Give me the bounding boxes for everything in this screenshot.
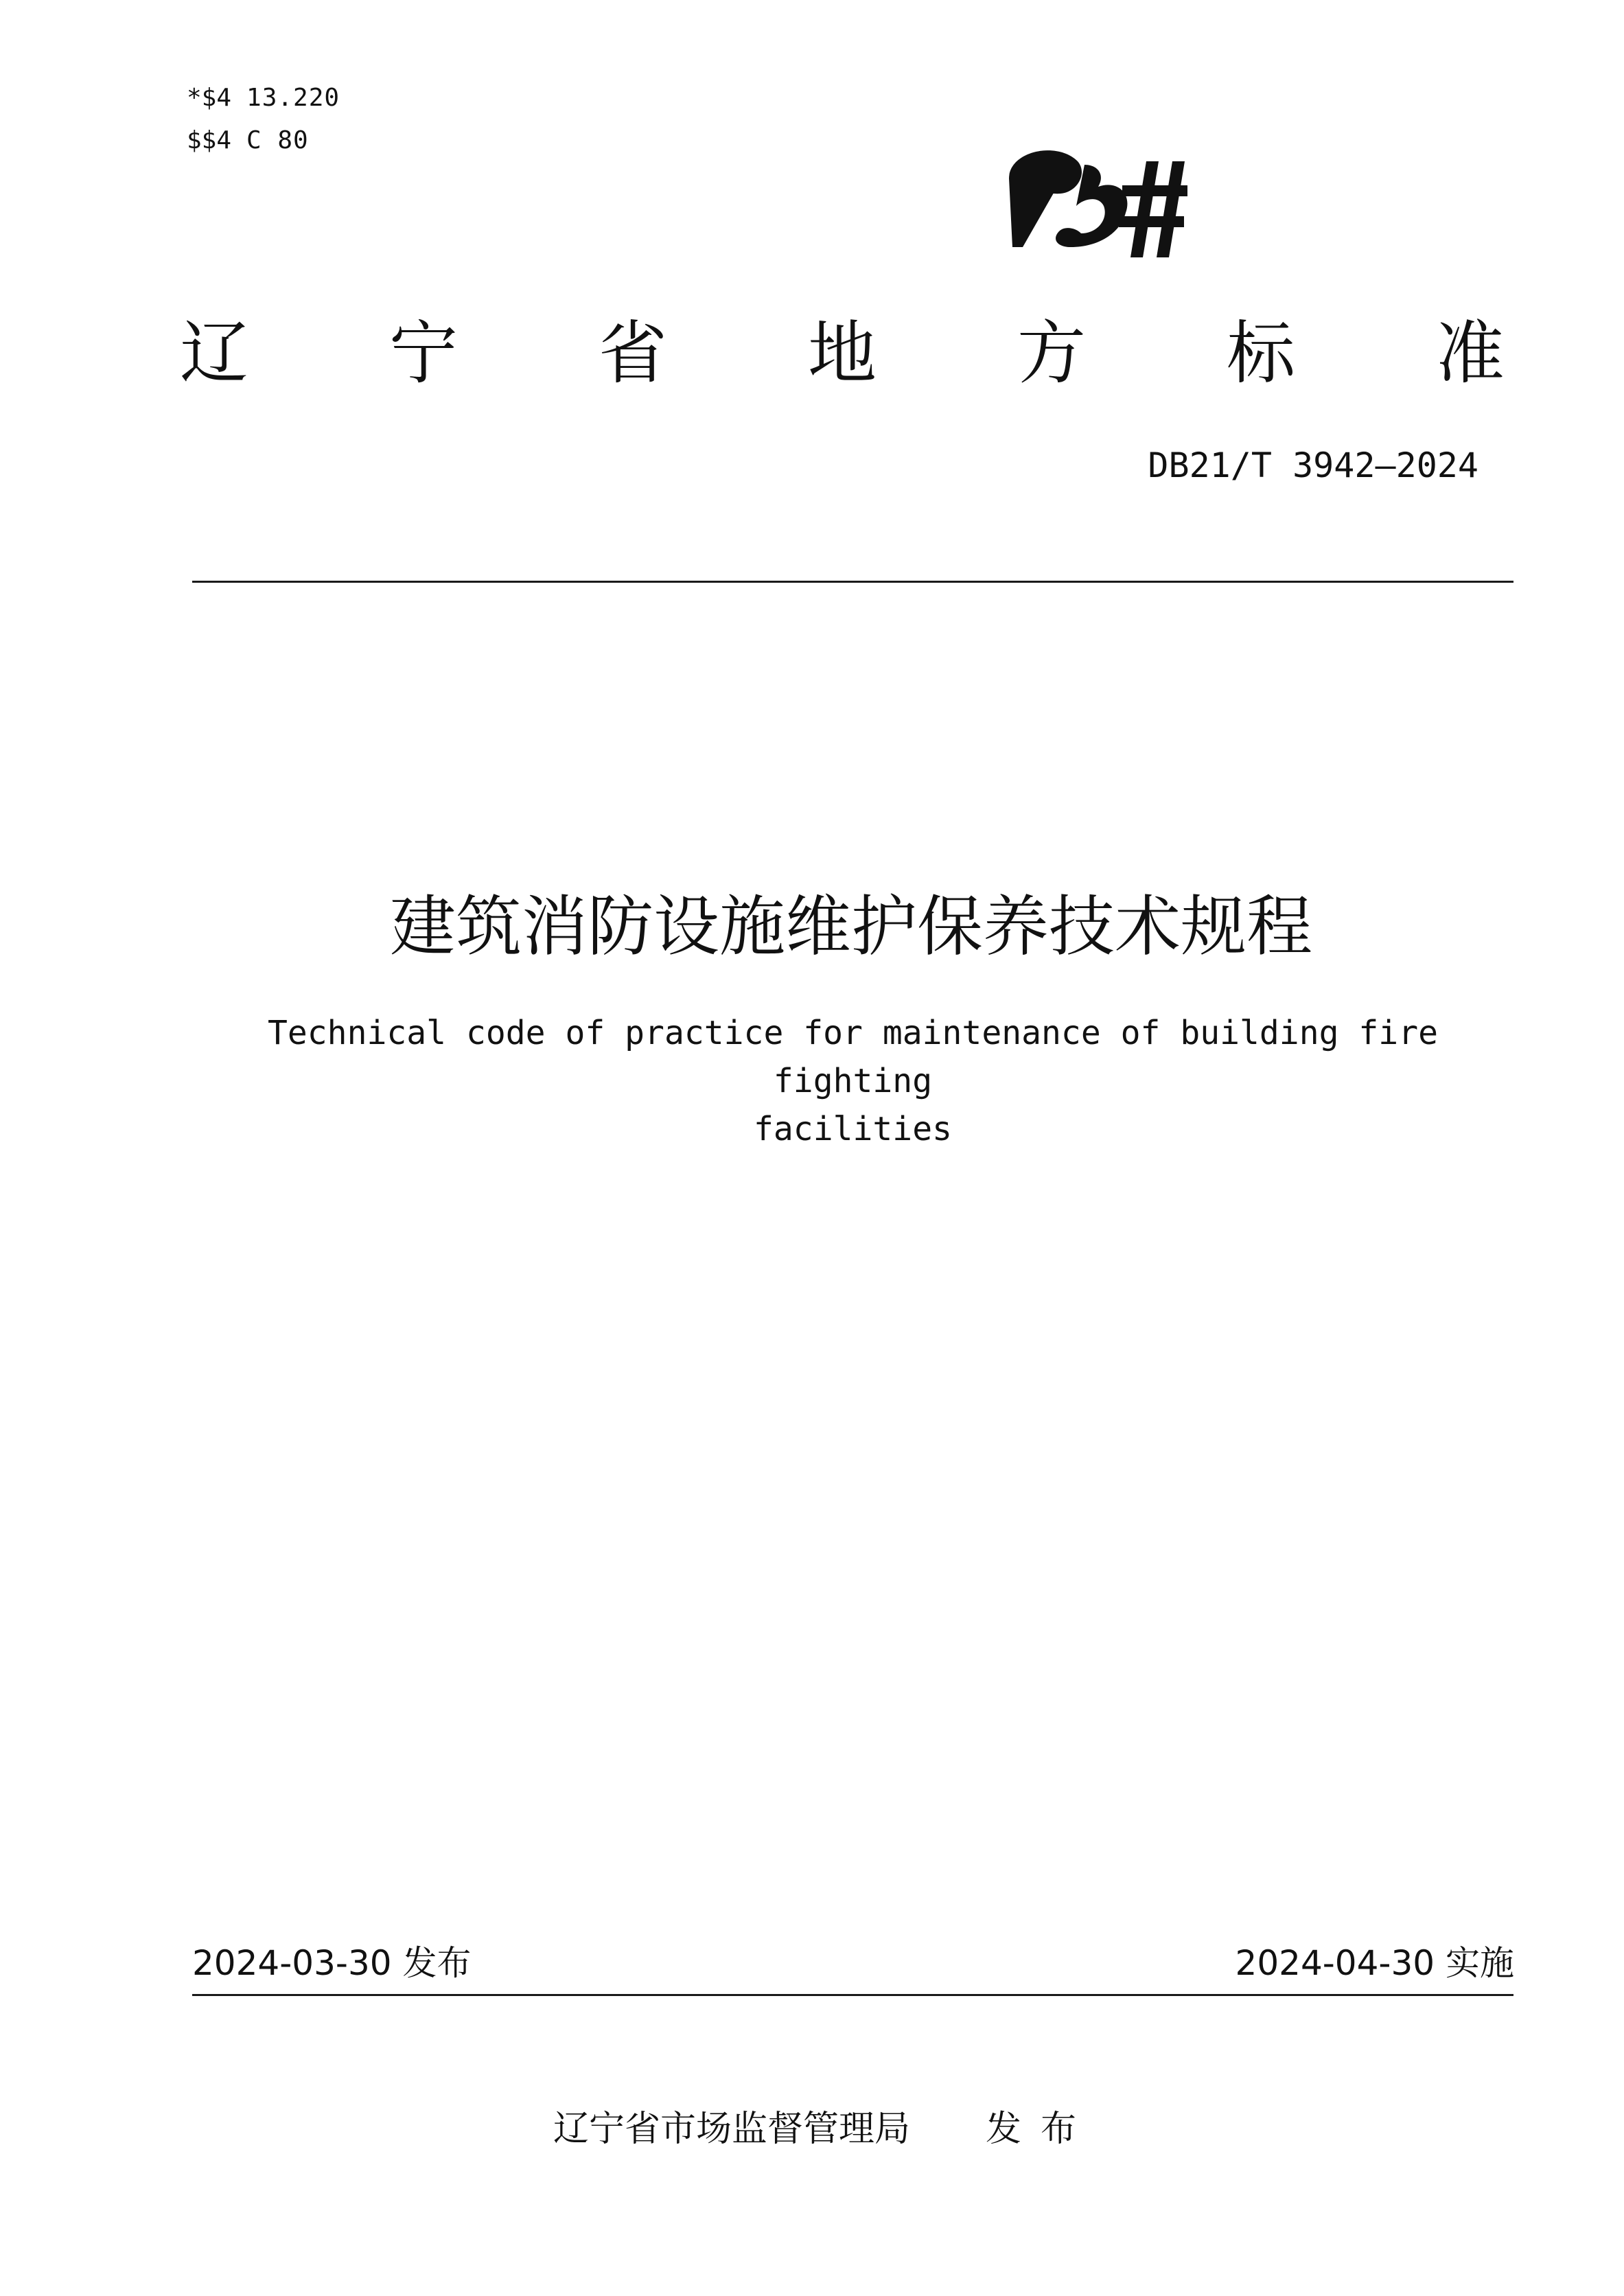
standard-type-char: 辽 [180,313,248,393]
issue-date: 2024-03-30 发布 [192,1943,472,1983]
standard-number: DB21/T 3942—2024 [1148,445,1478,485]
ccs-row [187,119,340,162]
standard-type-char: 准 [1436,313,1505,393]
title-english-line: Technical code of practice for maintenance of building fire fighting [267,1014,1438,1100]
publisher-verb: 发布 [986,2109,1096,2150]
ics-row [187,77,340,119]
db-logo-icon [995,137,1194,261]
classification-codes [187,77,340,162]
standard-type-heading [173,312,1511,395]
standard-type-char: 地 [808,313,877,393]
implementation-date: 2024-04-30 实施 [1235,1943,1514,1983]
title-chinese: 建筑消防设施维护保养技术规程 [390,888,1312,965]
publisher-line [553,2107,1095,2151]
standard-type-char: 方 [1017,313,1086,393]
title-english-line: facilities [754,1110,952,1148]
standard-type-char: 省 [599,313,667,393]
footer-divider [192,1994,1513,1996]
title-english [192,1009,1513,1153]
standard-type-char: 标 [1227,313,1295,393]
ccs-label: $$4 [187,126,232,154]
ccs-code: C 80 [246,126,309,154]
standard-type-char: 宁 [389,313,458,393]
header-divider [192,581,1513,583]
ics-code: 13.220 [246,84,340,112]
publisher-name: 辽宁省市场监督管理局 [553,2109,911,2150]
ics-label: *$4 [187,84,232,112]
